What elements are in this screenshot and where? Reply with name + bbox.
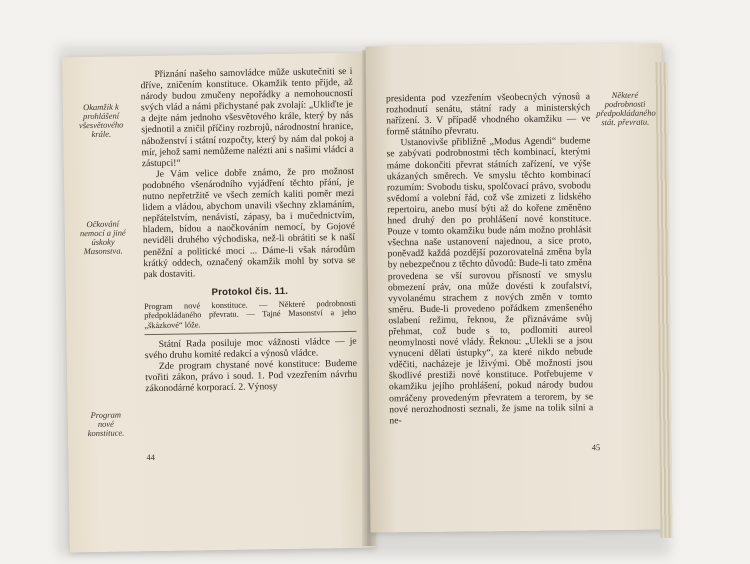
left-page bbox=[62, 53, 376, 553]
protocol-summary: Program nové konstituce. — Některé podrobnosti předpokládaného převratu. — Tajné Masonství a jeho „škázkové“ lóže. bbox=[143, 298, 357, 331]
left-margin-note-3: Program nové konstituce. bbox=[87, 409, 125, 439]
protocol-summary-block bbox=[144, 299, 356, 331]
right-margin-note-1: Některé podrobnosti předpokládaného stát. převratu. bbox=[596, 89, 656, 128]
right-page-text bbox=[386, 91, 593, 426]
right-paragraph-1: presidenta pod vzezřením všeobecných výnosů a rozhodnutí senátu, státní rady a ministerských nařízení. 3. V případě vhodného okamžiku — ve formě státního převratu. bbox=[385, 91, 591, 138]
left-paragraph-3: Státní Rada posiluje moc vážnosti vládce — je svého druhu komité redakcí a výnosů vládce. bbox=[144, 335, 357, 361]
page-number-left: 44 bbox=[146, 452, 155, 463]
left-paragraph-1: Přiznání našeho samovládce může uskutečniti se i dříve, zničením konstituce. Okamžik tento přijde, až národy budou zmučeny nepořádky a nemohoucností svých vlád a námi přichystané pak zvolají: „Ukliďte je a dejte nám jednoho všesvětového krále, který by nás sjednotil a zničil příčiny rozbrojů, národnostní hranice, náboženství i státní rozpočty, který by nám dal pokoj a mír, jehož sami nemůžeme nalézti ani s našimi vládci a zástupci!“ bbox=[140, 65, 354, 169]
left-margin-note-2: Očkování nemocí a jiné úskoky Masonstva. bbox=[79, 218, 126, 257]
left-page-text bbox=[140, 66, 357, 394]
right-paragraph-2: Ustanovivše přibližně „Modus Agendi“ budeme se zabývati podrobnostmi těch kombinací, kterými máme dokončiti převrat státních zařízení, ve výše ukázaných směrech. Ve smyslu těchto kombinací rozumím: Svobodu tisku, spolčovací právo, svobodu svědomí a volební řád, což vše zmizeti z lidského repertoiru, anebo musí býti až do kořene změněno hned druhý den po prohlášení nové konstituce. Pouze v tomto okamžiku bude nám možno prohlásit všechna naše ustanovení najednou, a sice proto, poněvadž každá pozdější pozorovatelná změna byla by nebezpečnou z těchto důvodů: Bude-li tato změna provedena se vší surovou přísností ve smyslu obmezení práv, ona může dovésti k zoufalství, vyvolanému strachem z nových změn v tomto směru. Bude-li provedeno pořádkem zmenšeného oslabení režimu, řeknou, že přiznáváme svůj přehmat, což bude s to, podlomiti aureol neomylnosti nové vlády. Řeknou: „Ulekli se a jsou vynuceni dělati ústupky“, za které nikdo nebude vděčiti, nacházeje je lživými. Obě možnosti jsou škodlivé prestiži nové konstituce. Potřebujeme v okamžiku jejího prohlášení, pokud národy budou omráčeny provedeným převratem a terorem, by se nové nerozhodnosti seznali, že jsme na tolik silni a ne- bbox=[386, 135, 594, 427]
protocol-heading: Protokol čis. 11. bbox=[211, 285, 289, 298]
left-margin-note-1: Okamžik k prohlášení všesvětového krále. bbox=[78, 101, 124, 139]
page-number-right: 45 bbox=[591, 442, 601, 453]
left-paragraph-2: Je Vám velice dobře známo, že pro možnost podobného všenárodního vyjádření těchto přání, je nutno nepřetržitě ve všech zemích kaliti poměr mezi lidem a vládou, abychom unavili všechny zklamáním, nepřátelstvím, nenávistí, zápasy, ba i mučednictvím, hladem, bídou a naočkováním nemocí, by Gojové neviděli druhého východiska, než-li obrátiti se k naší peněžní a politické moci ... Dáme-li však národům krátký oddech, označený okamžik mohl by sotva se pak dostaviti. bbox=[142, 165, 356, 280]
section-divider bbox=[144, 331, 356, 335]
right-page bbox=[365, 43, 666, 532]
left-paragraph-4: Zde program chystané nové konstituce: Budeme tvořiti zákon, právo i soud. 1. Pod vzezřením návrhu zákonodárné korporací. 2. Výnosy bbox=[145, 357, 358, 395]
